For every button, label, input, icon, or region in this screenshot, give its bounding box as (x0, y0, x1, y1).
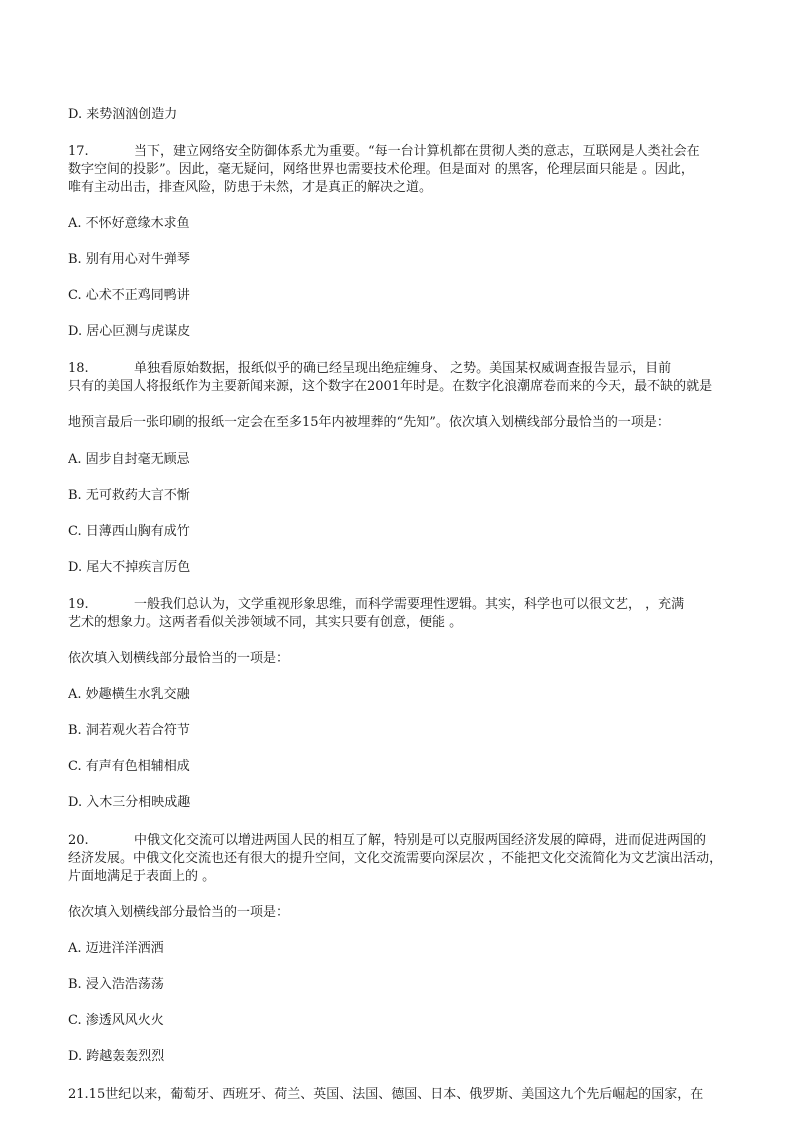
q17-option-a: A. 不怀好意缘木求鱼 (68, 216, 190, 231)
q20-option-b: B. 浸入浩浩荡荡 (68, 977, 164, 992)
q18-number: 18. (68, 361, 89, 376)
q18-option-b: B. 无可救药大言不惭 (68, 488, 190, 503)
q21-line-1: 21.15世纪以来，葡萄牙、西班牙、荷兰、英国、法国、德国、日本、俄罗斯、美国这九个先后崛起的国家，在 (68, 1087, 704, 1102)
q20-option-a: A. 迈进洋洋洒洒 (68, 941, 164, 956)
prev-option-d: D. 来势汹汹创造力 (68, 107, 178, 122)
q19-option-a: A. 妙趣横生水乳交融 (68, 687, 190, 702)
q18-option-d: D. 尾大不掉疾言厉色 (68, 560, 191, 575)
q19-number: 19. (68, 597, 89, 612)
q17-line-1 (68, 143, 758, 161)
q20-line-4: 依次填入划横线部分最恰当的一项是： (68, 905, 290, 920)
q20-option-d: D. 跨越轰轰烈烈 (68, 1049, 165, 1064)
q17-text-1: 当下，建立网络安全防御体系尤为重要。“每一台计算机都在贯彻人类的意志，互联网是人类社会在 (134, 144, 700, 159)
q19-option-b: B. 洞若观火若合符节 (68, 723, 190, 738)
q17-option-c: C. 心术不正鸡同鸭讲 (68, 288, 190, 303)
q17-line-3: 唯有主动出击，排查风险，防患于未然，才是真正的解决之道。 (68, 180, 433, 195)
q18-option-a: A. 固步自封毫无顾忌 (68, 452, 190, 467)
q19-option-d: D. 入木三分相映成趣 (68, 795, 191, 810)
q18-line-3: 地预言最后一张印刷的报纸一定会在至多15年内被埋葬的“先知”。依次填入划横线部分最恰当的一项是： (68, 415, 670, 430)
q17-number: 17. (68, 144, 89, 159)
q20-line-2: 经济发展。中俄文化交流也还有很大的提升空间，文化交流需要向深层次 ，不能把文化交流简化为文艺演出活动， (68, 851, 723, 866)
q17-option-d: D. 居心叵测与虎谋皮 (68, 324, 191, 339)
q18-line-2: 只有的美国人将报纸作为主要新闻来源，这个数字在2001年时是。在数字化浪潮席卷而来的今天，最不缺的就是 (68, 379, 713, 394)
q20-number: 20. (68, 833, 89, 848)
q20-line-3: 片面地满足于表面上的 。 (68, 869, 216, 884)
q19-line-3: 依次填入划横线部分最恰当的一项是： (68, 651, 290, 666)
q19-line-1 (68, 596, 758, 614)
q20-text-1: 中俄文化交流可以增进两国人民的相互了解，特别是可以克服两国经济发展的障碍，进而促进两国的 (134, 833, 707, 848)
q17-option-b: B. 别有用心对牛弹琴 (68, 252, 190, 267)
q18-line-1 (68, 360, 758, 378)
q19-option-c: C. 有声有色相辅相成 (68, 759, 190, 774)
q17-line-2: 数字空间的投影”。因此，毫无疑问，网络世界也需要技术伦理。但是面对 的黑客，伦理层面只能是 。因此， (68, 162, 694, 177)
q20-option-c: C. 渗透风风火火 (68, 1013, 164, 1028)
q18-text-1: 单独看原始数据，报纸似乎的确已经呈现出绝症缠身、 之势。美国某权威调查报告显示，目前 (134, 361, 672, 376)
q19-line-2: 艺术的想象力。这两者看似关涉领域不同，其实只要有创意，便能 。 (68, 615, 463, 630)
q19-text-1: 一般我们总认为，文学重视形象思维，而科学需要理性逻辑。其实，科学也可以很文艺， ，充满 (134, 597, 685, 612)
q20-line-1 (68, 832, 758, 850)
q18-option-c: C. 日薄西山胸有成竹 (68, 524, 190, 539)
